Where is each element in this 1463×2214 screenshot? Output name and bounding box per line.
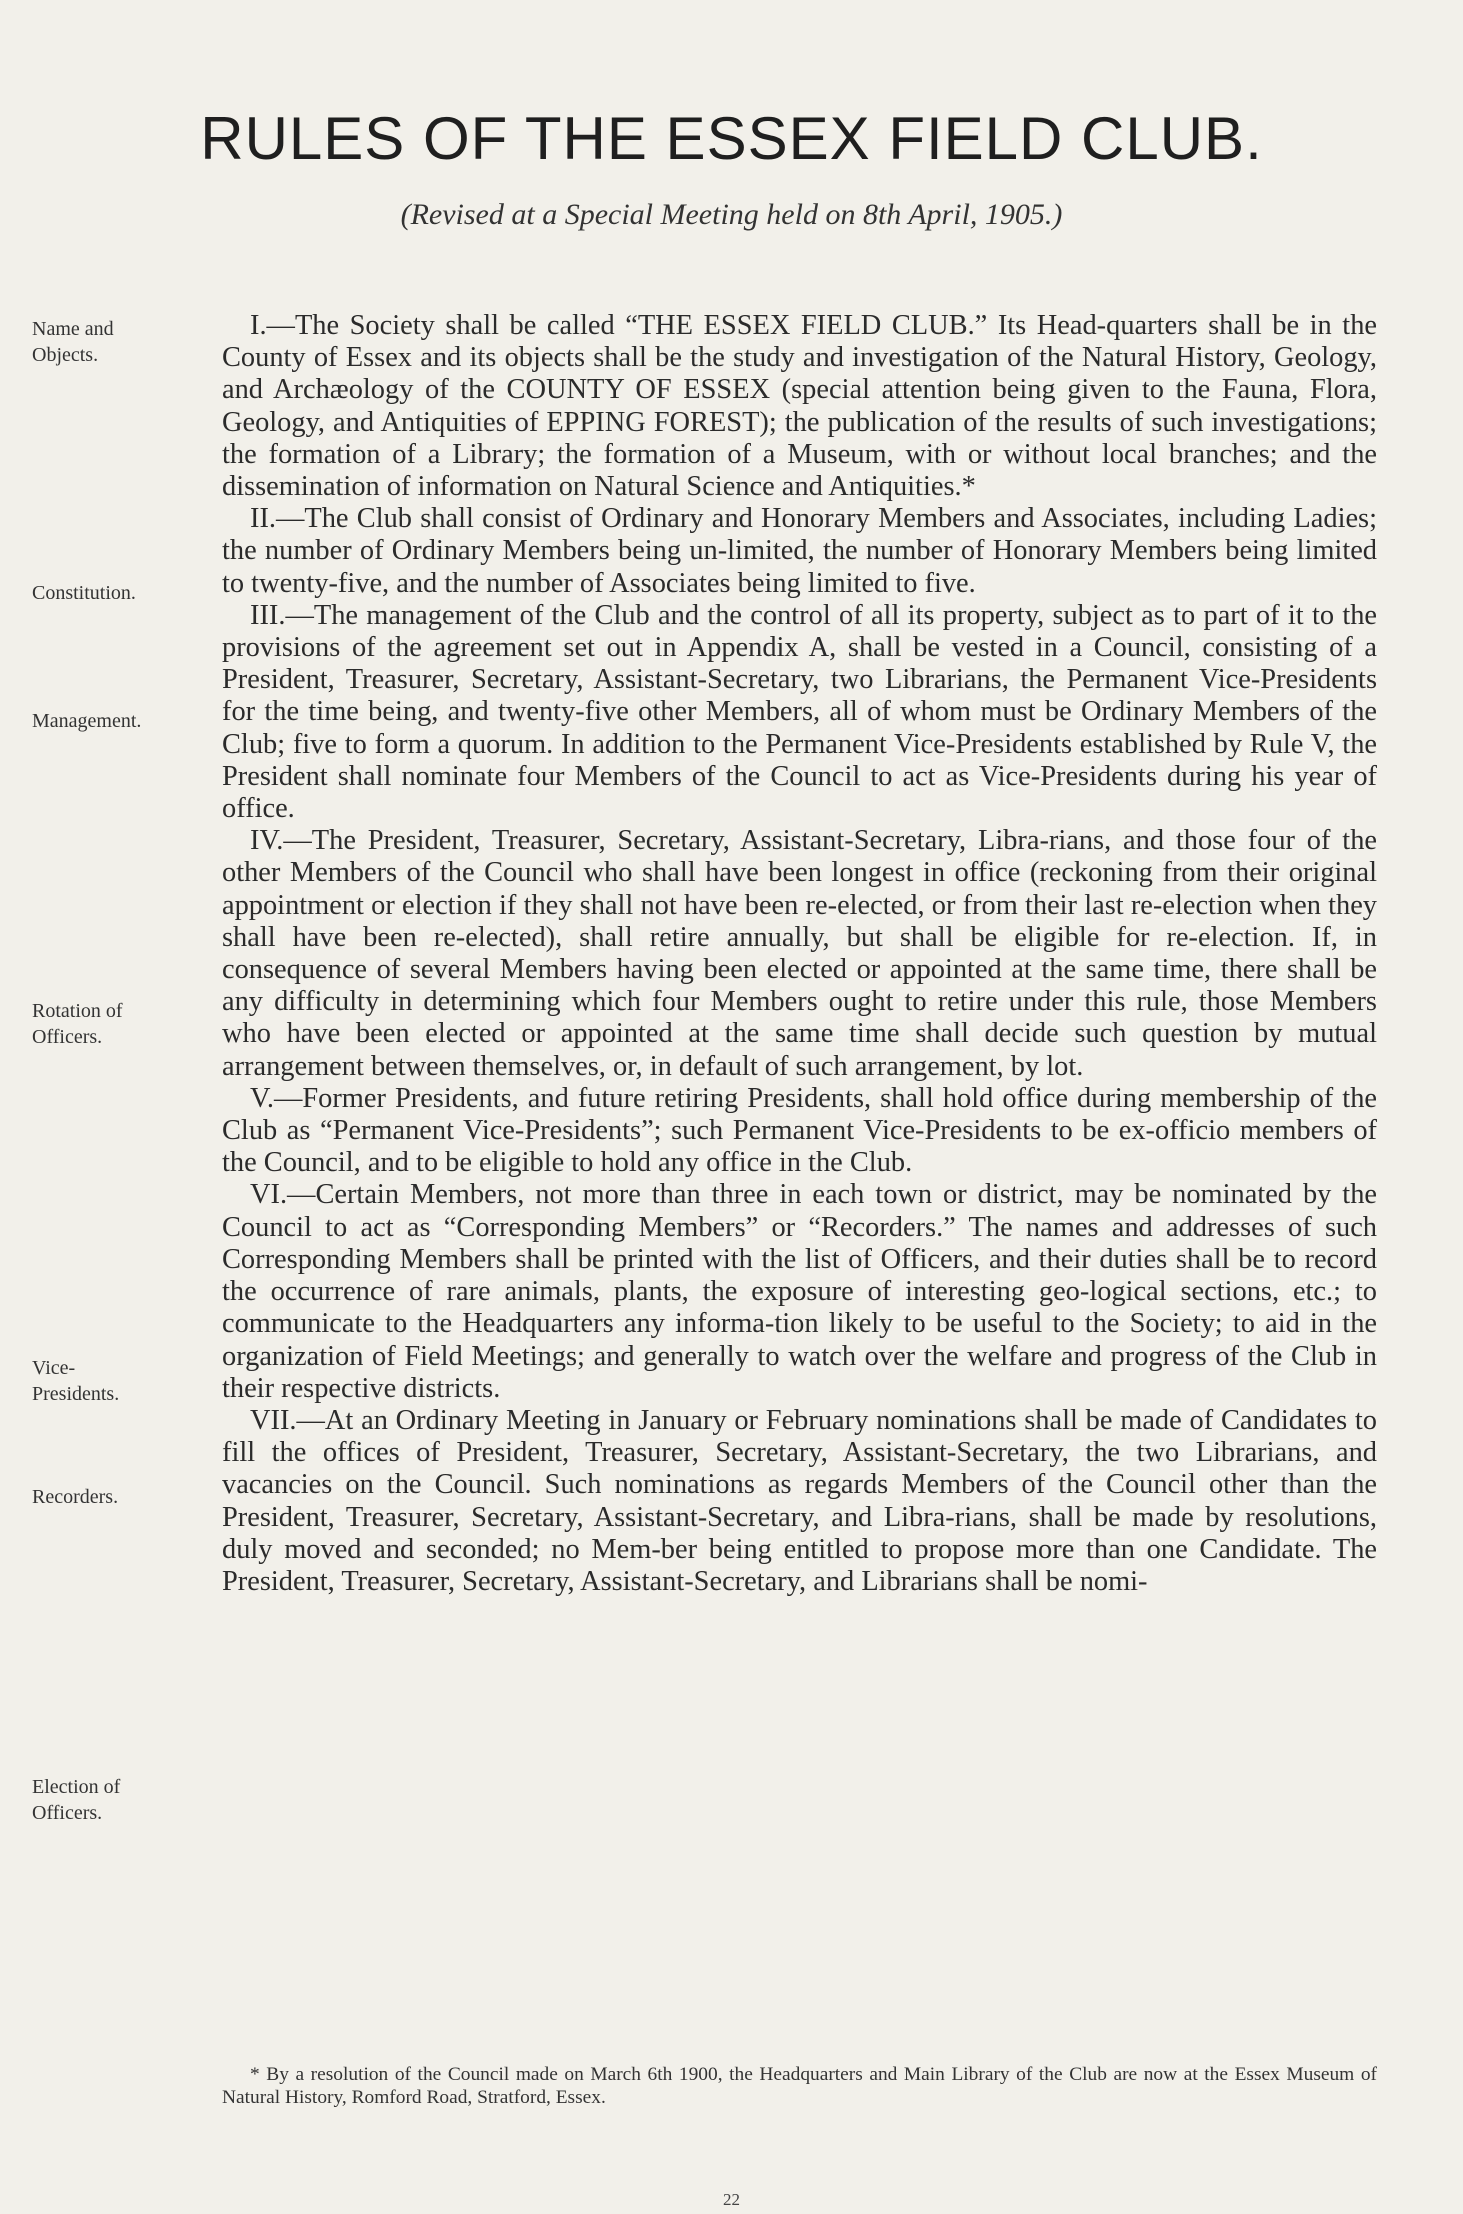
rules-body bbox=[222, 310, 1377, 1598]
rule-1: I.—The Society shall be called “THE ESSEX FIELD CLUB.” Its Head-quarters shall be in the County of Essex and its objects shall be the study and investigation of the Natural History, Geology, and Archæology of the COUNTY OF ESSEX (special attention being given to the Fauna, Flora, Geology, and Antiquities of EPPING FOREST); the publication of the results of such investigations; the formation of a Library; the formation of a Museum, with or without local branches; and the dissemination of information on Natural Science and Antiquities.* bbox=[222, 310, 1377, 503]
rule-2: II.—The Club shall consist of Ordinary and Honorary Members and Associates, including Ladies; the number of Ordinary Members being un-limited, the number of Honorary Members being limited to twenty-five, and the number of Associates being limited to five. bbox=[222, 503, 1377, 599]
page-number: 22 bbox=[723, 2190, 740, 2209]
rule-5: V.—Former Presidents, and future retiring Presidents, shall hold office during membership of the Club as “Permanent Vice-Presidents”; such Permanent Vice-Presidents to be ex-officio members of the Council, and to be eligible to hold any office in the Club. bbox=[222, 1082, 1377, 1179]
rule-3: III.—The management of the Club and the control of all its property, subject as to part of it to the provisions of the agreement set out in Appendix A, shall be vested in a Council, consisting of a President, Treasurer, Secretary, Assistant-Secretary, two Librarians, the Permanent Vice-Presidents for the time being, and twenty-five other Members, all of whom must be Ordinary Members of the Club; five to form a quorum. In addition to the Permanent Vice-Presidents established by Rule V, the President shall nominate four Members of the Council to act as Vice-Presidents during his year of office. bbox=[222, 599, 1377, 825]
margin-note-recorders: Recorders. bbox=[32, 1486, 119, 1508]
rule-7: VII.—At an Ordinary Meeting in January or February nominations shall be made of Candidates to fill the offices of President, Treasurer, Secretary, Assistant-Secretary, the two Librarians, and vacancies on the Council. Such nominations as regards Members of the Council other than the President, Treasurer, Secretary, Assistant-Secretary, and Libra-rians, shall be made by resolutions, duly moved and seconded; no Mem-ber being entitled to propose more than one Candidate. The President, Treasurer, Secretary, Assistant-Secretary, and Librarians shall be nomi- bbox=[222, 1404, 1377, 1597]
margin-note-election-officers: Election of Officers. bbox=[32, 1776, 121, 1824]
rule-4: IV.—The President, Treasurer, Secretary, Assistant-Secretary, Libra-rians, and those four of the other Members of the Council who shall have been longest in office (reckoning from their original appointment or election if they shall not have been re-elected, or from their last re-election when they shall have been re-elected), shall retire annually, but shall be eligible for re-election. If, in consequence of several Members having been elected or appointed at the same time, there shall be any difficulty in determining which four Members ought to retire under this rule, those Members who have been elected or appointed at the same time shall decide such question by mutual arrangement between themselves, or, in default of such arrangement, by lot. bbox=[222, 825, 1377, 1082]
page-title: RULES OF THE ESSEX FIELD CLUB. bbox=[200, 105, 1263, 172]
margin-note-vice-presidents: Vice- Presidents. bbox=[32, 1357, 120, 1405]
page-subtitle: (Revised at a Special Meeting held on 8th April, 1905.) bbox=[400, 198, 1063, 231]
rule-6: VI.—Certain Members, not more than three in each town or district, may be nominated by the Council to act as “Corresponding Members” or “Recorders.” The names and addresses of such Corresponding Members shall be printed with the list of Officers, and their duties shall be to record the occurrence of rare animals, plants, the exposure of interesting geo-logical sections, etc.; to communicate to the Headquarters any informa-tion likely to be useful to the Society; to aid in the organization of Field Meetings; and generally to watch over the welfare and progress of the Club in their respective districts. bbox=[222, 1179, 1377, 1404]
margin-note-constitution: Constitution. bbox=[32, 582, 136, 604]
margin-note-name-objects: Name and Objects. bbox=[32, 318, 114, 366]
margin-note-management: Management. bbox=[32, 710, 142, 732]
margin-note-rotation-officers: Rotation of Officers. bbox=[32, 1000, 123, 1048]
footnote: * By a resolution of the Council made on March 6th 1900, the Headquarters and Main Library of the Club are now at the Essex Museum of Natural History, Romford Road, Stratford, Essex. bbox=[222, 2064, 1377, 2108]
